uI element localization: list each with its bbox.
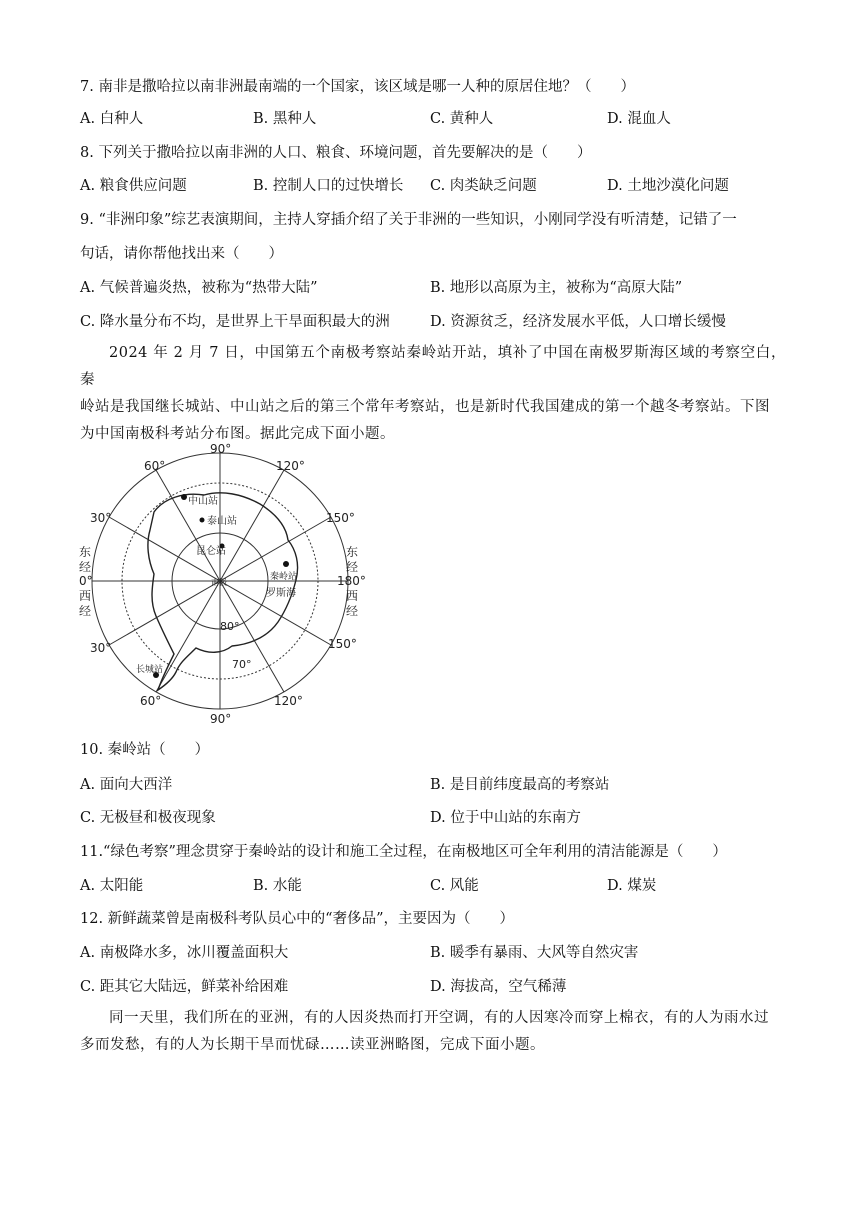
option-c: C. 风能 xyxy=(430,878,479,894)
option-d: D. 位于中山站的东南方 xyxy=(430,810,581,826)
option-b: B. 水能 xyxy=(253,878,302,894)
question-8-stem: 8. 下列关于撒哈拉以南非洲的人口、粮食、环境问题，首先要解决的是（ ） xyxy=(80,145,592,161)
label-changcheng: 长城站 xyxy=(136,665,164,675)
taishan-station-dot xyxy=(200,518,205,523)
label-qinling: 秦岭站 xyxy=(270,572,298,582)
lon-label-150-top: 150° xyxy=(326,511,355,525)
option-c: C. 降水量分布不均，是世界上干旱面积最大的洲 xyxy=(80,314,390,330)
label-east: 东 xyxy=(79,545,92,559)
question-12-stem: 12. 新鲜蔬菜曾是南极科考队员心中的“奢侈品”，主要因为（ ） xyxy=(80,911,514,927)
lon-label-60-top: 60° xyxy=(144,459,166,473)
question-10-options-row2 xyxy=(80,806,780,828)
option-a: A. 白种人 xyxy=(80,111,144,127)
lon-label-120-top: 120° xyxy=(276,459,305,473)
lon-label-30-bottom: 30° xyxy=(90,641,112,655)
qinling-station-dot xyxy=(283,561,289,567)
lon-label-top: 90° xyxy=(210,442,232,456)
option-b: B. 暖季有暴雨、大风等自然灾害 xyxy=(430,945,639,961)
option-d: D. 混血人 xyxy=(607,111,671,127)
lon-label-bottom: 90° xyxy=(210,712,232,726)
passage-antarctic xyxy=(80,340,786,448)
option-b: B. 地形以高原为主，被称为“高原大陆” xyxy=(430,280,683,296)
question-10-stem: 10. 秦岭站（ ） xyxy=(80,742,210,758)
option-b: B. 控制人口的过快增长 xyxy=(253,178,404,194)
question-7-options xyxy=(80,107,780,129)
lon-label-30-top: 30° xyxy=(90,511,112,525)
label-ross-sea: 罗斯海 xyxy=(266,588,296,599)
passage-line: 为中国南极科考站分布图。据此完成下面小题。 xyxy=(80,426,395,442)
question-9-options-row2 xyxy=(80,310,780,332)
passage-line: 2024 年 2 月 7 日，中国第五个南极考察站秦岭站开站，填补了中国在南极罗斯海区域的考察空白，秦 xyxy=(80,345,786,388)
question-10-options-row1 xyxy=(80,773,780,795)
option-a: A. 气候普遍炎热，被称为“热带大陆” xyxy=(80,280,318,296)
label-taishan: 泰山站 xyxy=(207,516,237,527)
zhongshan-station-dot xyxy=(181,494,187,500)
option-a: A. 面向大西洋 xyxy=(80,777,173,793)
label-zhongshan: 中山站 xyxy=(188,496,218,507)
question-11-options xyxy=(80,874,780,896)
option-c: C. 距其它大陆远，鲜菜补给困难 xyxy=(80,979,289,995)
question-9-stem-line2: 句话，请你帮他找出来（ ） xyxy=(80,246,283,262)
option-a: A. 粮食供应问题 xyxy=(80,178,187,194)
option-c: C. 肉类缺乏问题 xyxy=(430,178,537,194)
label-longitude: 经 xyxy=(79,604,92,618)
lat-label-80: 80° xyxy=(220,620,240,633)
option-c: C. 无极昼和极夜现象 xyxy=(80,810,216,826)
label-east: 东 xyxy=(346,545,359,559)
lon-label-120-bottom: 120° xyxy=(274,694,303,708)
label-longitude: 经 xyxy=(346,560,359,574)
label-south-pole: 南极 xyxy=(211,578,227,587)
passage-line: 同一天里，我们所在的亚洲，有的人因炎热而打开空调，有的人因寒冷而穿上棉衣，有的人为雨水过 xyxy=(109,1010,769,1026)
question-7-stem: 7. 南非是撒哈拉以南非洲最南端的一个国家，该区域是哪一人种的原居住地？（ ） xyxy=(80,79,635,95)
lon-label-180: 180° xyxy=(337,574,366,588)
label-west: 西 xyxy=(346,589,359,603)
option-d: D. 资源贫乏，经济发展水平低，人口增长缓慢 xyxy=(430,314,726,330)
option-c: C. 黄种人 xyxy=(430,111,494,127)
question-12-options-row1 xyxy=(80,941,780,963)
passage-asia xyxy=(80,1005,786,1059)
question-9-options-row1 xyxy=(80,276,780,298)
option-d: D. 土地沙漠化问题 xyxy=(607,178,729,194)
lon-label-60-bottom: 60° xyxy=(140,694,162,708)
question-8-options xyxy=(80,174,780,196)
question-11-stem: 11.“绿色考察”理念贯穿于秦岭站的设计和施工全过程，在南极地区可全年利用的清洁能源是（ ） xyxy=(80,844,727,860)
antarctic-stations-map xyxy=(72,440,372,730)
option-b: B. 黑种人 xyxy=(253,111,317,127)
option-b: B. 是目前纬度最高的考察站 xyxy=(430,777,610,793)
option-a: A. 太阳能 xyxy=(80,878,144,894)
label-longitude: 经 xyxy=(79,560,92,574)
option-d: D. 海拔高，空气稀薄 xyxy=(430,979,567,995)
lon-label-150-bottom: 150° xyxy=(328,637,357,651)
label-kunlun: 昆仑站 xyxy=(196,546,226,557)
passage-line: 岭站是我国继长城站、中山站之后的第三个常年考察站，也是新时代我国建成的第一个越冬考察站。下图 xyxy=(80,399,770,415)
question-12-options-row2 xyxy=(80,975,780,997)
passage-line: 多而发愁，有的人为长期干旱而忧碌……读亚洲略图，完成下面小题。 xyxy=(80,1037,545,1053)
lon-label-0: 0° xyxy=(79,574,93,588)
question-9-stem-line1: 9. “非洲印象”综艺表演期间，主持人穿插介绍了关于非洲的一些知识，小刚同学没有听清楚，记错了一 xyxy=(80,212,737,228)
lat-label-70: 70° xyxy=(232,658,252,671)
option-d: D. 煤炭 xyxy=(607,878,657,894)
label-longitude: 经 xyxy=(346,604,359,618)
label-west: 西 xyxy=(79,589,92,603)
option-a: A. 南极降水多，冰川覆盖面积大 xyxy=(80,945,289,961)
